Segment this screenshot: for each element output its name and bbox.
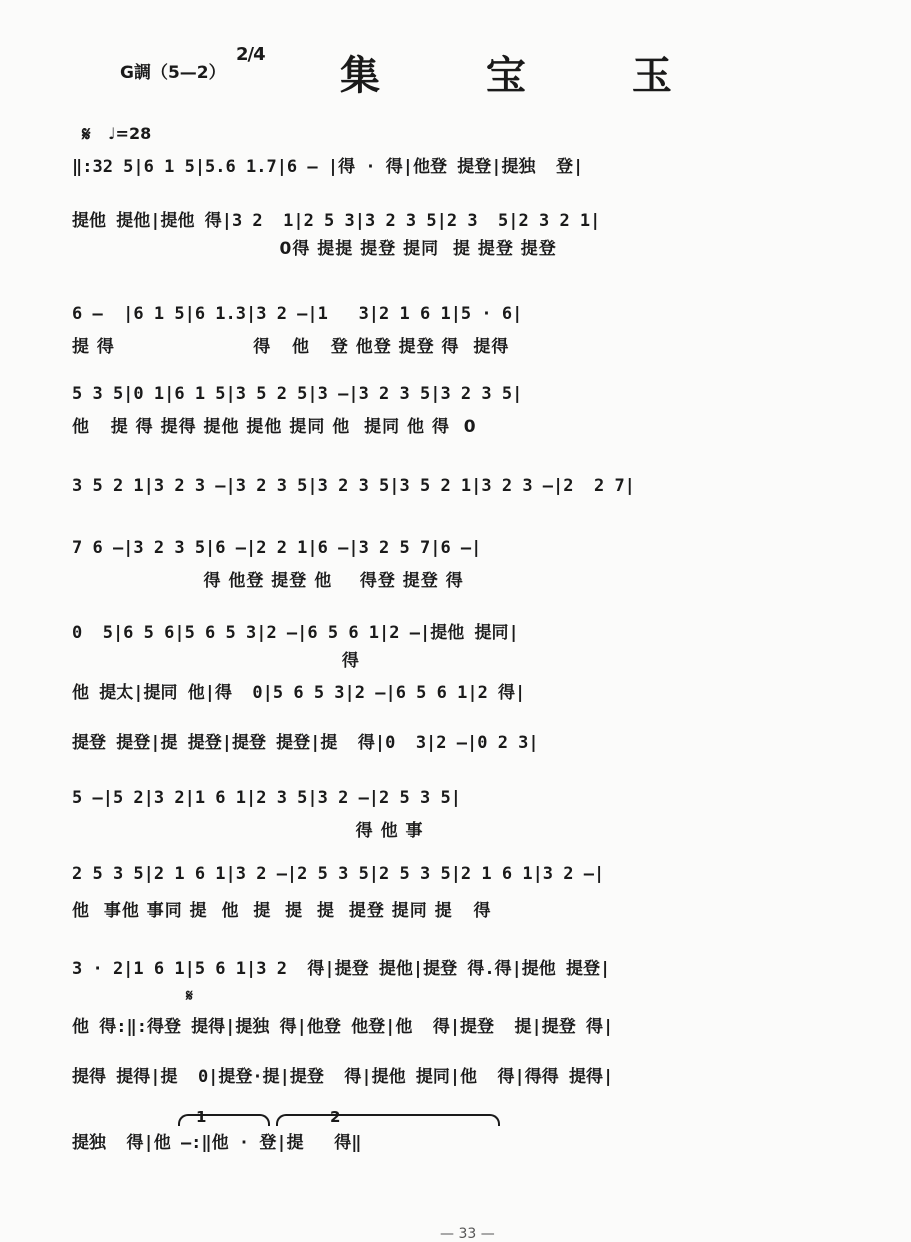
notation-line: 提得 提得|提 0|提登·提|提登 得|提他 提同|他 得|得得 提得| (72, 1067, 614, 1087)
percussion-words: 他 事他 事同 提 他 提 提 提 提登 提同 提 得 (72, 901, 492, 921)
notation-line: 他 提太|提同 他|得 0|5 6 5 3|2 —|6 5 6 1|2 得| (72, 683, 526, 703)
notation-line: 提登 提登|提 提登|提登 提登|提 得|0 3|2 —|0 2 3| (72, 733, 539, 753)
second-ending-bracket (276, 1114, 500, 1126)
percussion-words: 0得 提提 提登 提同 提 提登 提登 (72, 239, 557, 259)
notation-line: 提他 提他|提他 得|3 2 1|2 5 3|3 2 3 5|2 3 5|2 3 2 1| (72, 211, 601, 231)
score-title: 集 宝 玉 (340, 52, 718, 99)
percussion-words: 提 得 得 他 登 他登 提登 得 提得 (72, 337, 510, 357)
percussion-words: 得 他登 提登 他 得登 提登 得 (72, 571, 464, 591)
percussion-words: 得 (72, 651, 360, 671)
notation-line: 提独 得|他 —:‖他 · 登|提 得‖ (72, 1133, 362, 1153)
segno-sign: 𝄋 (186, 986, 193, 1005)
percussion-words: 他 提 得 提得 提他 提他 提同 他 提同 他 得 0 (72, 417, 477, 437)
notation-line: 3 · 2|1 6 1|5 6 1|3 2 得|提登 提他|提登 得.得|提他 提登| (72, 959, 611, 979)
key-signature: G調（5—2） (120, 63, 226, 83)
notation-line: 7 6 —|3 2 3 5|6 —|2 2 1|6 —|3 2 5 7|6 —| (72, 538, 482, 558)
notation-line: 他 得:‖:得登 提得|提独 得|他登 他登|他 得|提登 提|提登 得| (72, 1017, 614, 1037)
notation-line: 5 —|5 2|3 2|1 6 1|2 3 5|3 2 —|2 5 3 5| (72, 788, 461, 808)
notation-line: 0 5|6 5 6|5 6 5 3|2 —|6 5 6 1|2 —|提他 提同| (72, 623, 519, 643)
first-ending-bracket (178, 1114, 270, 1126)
notation-line: 3 5 2 1|3 2 3 —|3 2 3 5|3 2 3 5|3 5 2 1|3 2 3 —|2 2 7| (72, 476, 635, 496)
second-ending-number: 2 (330, 1108, 341, 1126)
notation-line: ‖:32 5|6 1 5|5.6 1.7|6 — |得 · 得|他登 提登|提独 登| (72, 157, 584, 177)
first-ending-number: 1 (196, 1108, 207, 1126)
notation-line: 6 — |6 1 5|6 1.3|3 2 —|1 3|2 1 6 1|5 · 6| (72, 304, 523, 324)
notation-line: 5 3 5|0 1|6 1 5|3 5 2 5|3 —|3 2 3 5|3 2 3 5| (72, 384, 523, 404)
time-signature: 2/4 (236, 44, 265, 65)
tempo-marking: ♩=28 (108, 124, 152, 143)
segno-sign: 𝄋 (82, 122, 91, 146)
percussion-words: 得 他 事 (72, 821, 424, 841)
notation-line: 2 5 3 5|2 1 6 1|3 2 —|2 5 3 5|2 5 3 5|2 1 6 1|3 2 —| (72, 864, 605, 884)
page-number: — 33 — (440, 1226, 495, 1242)
